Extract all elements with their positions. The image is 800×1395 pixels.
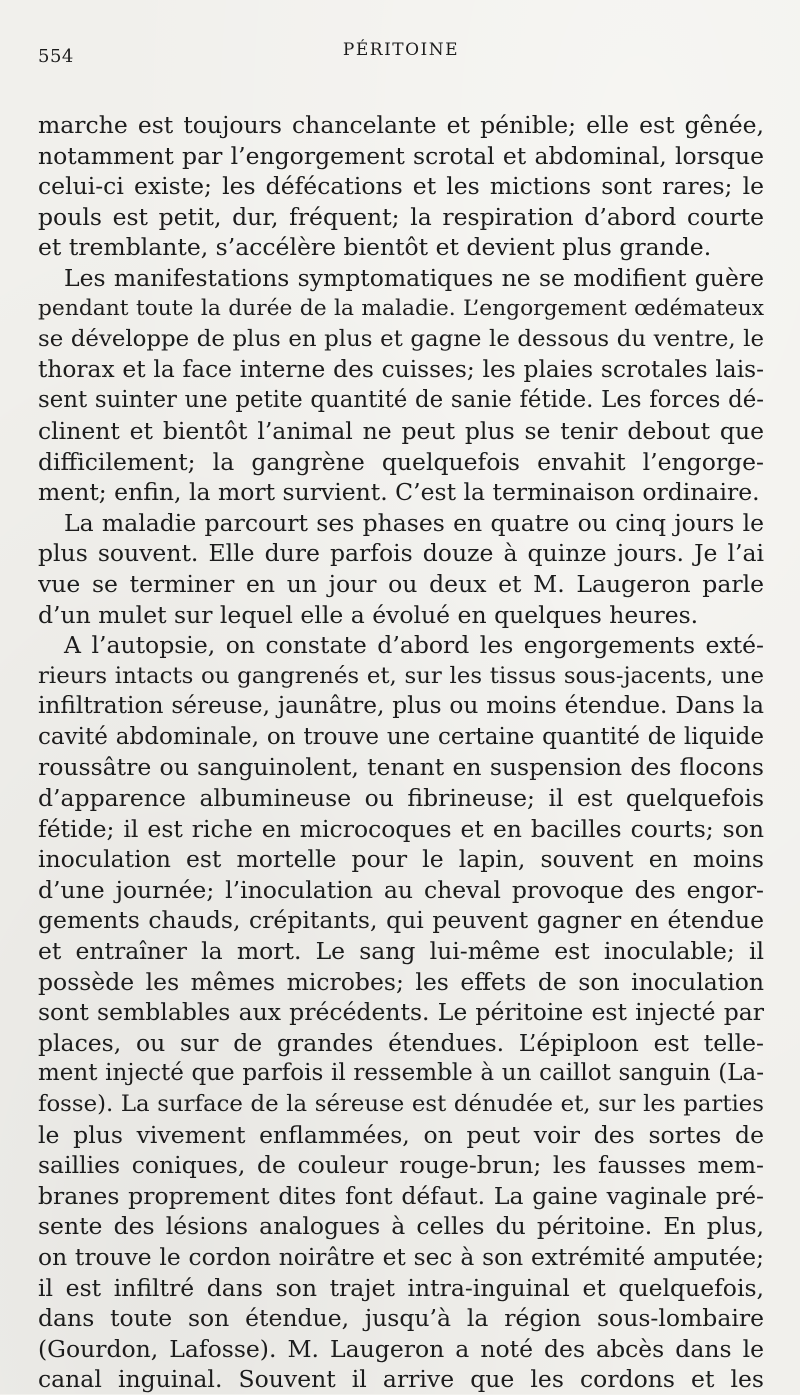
text-line: sent suinter une petite quantité de sanie fétide. Les forces dé- <box>38 387 764 414</box>
text-line: il est infiltré dans son trajet intra-inguinal et quelquefois, <box>38 1273 764 1302</box>
text-line: fétide; il est riche en microcoques et en bacilles courts; son <box>38 814 764 843</box>
text-line: sont semblables aux précédents. Le péritoine est injecté par <box>38 998 764 1027</box>
text-line: gements chauds, crépitants, qui peuvent gagner en étendue <box>38 906 764 935</box>
text-line: thorax et la face interne des cuisses; les plaies scrotales lais- <box>38 355 764 383</box>
text-line: infiltration séreuse, jaunâtre, plus ou moins étendue. Dans la <box>38 692 764 720</box>
text-line: saillies coniques, de couleur rouge-brun; les fausses mem- <box>38 1151 764 1180</box>
text-line: (Gourdon, Lafosse). M. Laugeron a noté des abcès dans le <box>38 1334 764 1363</box>
text-line: plus souvent. Elle dure parfois douze à quinze jours. Je l’ai <box>38 539 764 568</box>
text-line: inoculation est mortelle pour le lapin, souvent en moins <box>38 845 764 874</box>
text-line: dans toute son étendue, jusqu’à la région sous-lombaire <box>38 1304 764 1333</box>
text-line: sente des lésions analogues à celles du péritoine. En plus, <box>38 1212 764 1241</box>
page-number: 554 <box>38 46 74 67</box>
text-line: branes proprement dites font défaut. La gaine vaginale pré- <box>38 1181 764 1210</box>
text-line: places, ou sur de grandes étendues. L’épiploon est telle- <box>38 1028 764 1057</box>
text-line: d’apparence albumineuse ou fibrineuse; il est quelquefois <box>38 784 764 813</box>
text-line: Les manifestations symptomatiques ne se modifient guère <box>64 263 764 292</box>
text-line: et tremblante, s’accélère bientôt et devient plus grande. <box>38 233 712 262</box>
running-title: PÉRITOINE <box>342 40 460 60</box>
text-line: vue se terminer en un jour ou deux et M. Laugeron parle <box>38 569 764 598</box>
text-line: difficilement; la gangrène quelquefois envahit l’engorge- <box>38 447 764 476</box>
text-line: et entraîner la mort. Le sang lui-même est inoculable; il <box>38 937 764 966</box>
text-line: notamment par l’engorgement scrotal et abdominal, lorsque <box>38 141 764 170</box>
text-line: A l’autopsie, on constate d’abord les engorgements exté- <box>64 631 764 660</box>
text-line: pouls est petit, dur, fréquent; la respiration d’abord courte <box>38 202 764 231</box>
text-line: canal inguinal. Souvent il arrive que les cordons et les <box>38 1365 764 1394</box>
text-line: pendant toute la durée de la maladie. L’engorgement œdémateux <box>38 295 764 321</box>
text-line: celui-ci existe; les défécations et les mictions sont rares; le <box>38 172 764 201</box>
body-text <box>38 110 764 1395</box>
text-line: cavité abdominale, on trouve une certaine quantité de liquide <box>38 723 764 750</box>
text-line: d’une journée; l’inoculation au cheval provoque des engor- <box>38 875 764 904</box>
running-head <box>38 36 764 66</box>
text-line: fosse). La surface de la séreuse est dénudée et, sur les parties <box>38 1091 764 1117</box>
text-line: possède les mêmes microbes; les effets de son inoculation <box>38 967 764 996</box>
text-line: rieurs intacts ou gangrenés et, sur les tissus sous-jacents, une <box>38 662 764 689</box>
text-line: ment; enfin, la mort survient. C’est la terminaison ordinaire. <box>38 478 760 507</box>
text-line: le plus vivement enflammées, on peut voir des sortes de <box>38 1120 764 1149</box>
text-line: d’un mulet sur lequel elle a évolué en quelques heures. <box>38 600 699 629</box>
text-line: La maladie parcourt ses phases en quatre ou cinq jours le <box>64 508 764 537</box>
text-line: on trouve le cordon noirâtre et sec à son extrémité amputée; <box>38 1242 764 1271</box>
text-line: roussâtre ou sanguinolent, tenant en suspension des flocons <box>38 753 764 782</box>
text-line: clinent et bientôt l’animal ne peut plus se tenir debout que <box>38 416 764 445</box>
text-line: ment injecté que parfois il ressemble à un caillot sanguin (La- <box>38 1060 764 1087</box>
text-line: se développe de plus en plus et gagne le dessous du ventre, le <box>38 326 764 353</box>
text-line: marche est toujours chancelante et pénible; elle est gênée, <box>38 111 764 139</box>
